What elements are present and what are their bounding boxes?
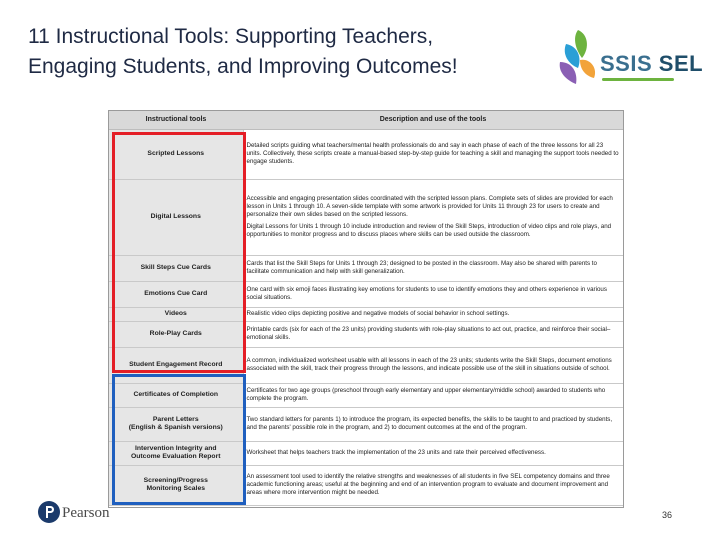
tool-intervention-integrity-line2: Outcome Evaluation Report bbox=[130, 453, 221, 460]
tool-screening-progress-line2: Monitoring Scales bbox=[146, 485, 206, 492]
table-row bbox=[109, 255, 623, 281]
pearson-logo bbox=[38, 501, 128, 525]
tool-certificates-of-completion: Certificates of Completion bbox=[109, 383, 243, 407]
tool-intervention-integrity bbox=[109, 441, 243, 465]
desc-digital-lessons bbox=[243, 179, 623, 255]
tool-videos: Videos bbox=[109, 307, 243, 321]
logo-word-ssis: SSIS bbox=[600, 51, 653, 76]
title-line-1: 11 Instructional Tools: Supporting Teachers, bbox=[28, 25, 434, 48]
desc-videos: Realistic video clips depicting positive and negative models of social behavior in school settings. bbox=[243, 307, 623, 321]
table-row bbox=[109, 407, 623, 441]
table-row bbox=[109, 179, 623, 255]
slide-title bbox=[28, 22, 568, 82]
table-row bbox=[109, 129, 623, 179]
tool-student-engagement-record: Student Engagement Record bbox=[109, 347, 243, 383]
tool-screening-progress bbox=[109, 465, 243, 505]
logo-petals-icon bbox=[558, 28, 602, 92]
tool-parent-letters-line1: Parent Letters bbox=[152, 415, 199, 423]
desc-screening-progress: An assessment tool used to identify the relative strengths and weaknesses of all students in five SEL competency domains and three academic functioning areas; useful at the beginning and end of an intervention program to evaluate and document improvement and areas where more intervention might be needed. bbox=[243, 465, 623, 505]
logo-underline bbox=[602, 78, 674, 81]
tool-digital-lessons: Digital Lessons bbox=[109, 179, 243, 255]
tool-skill-steps-cue-cards: Skill Steps Cue Cards bbox=[109, 255, 243, 281]
logo-wordmark bbox=[600, 51, 703, 77]
header-description: Description and use of the tools bbox=[243, 111, 623, 129]
tool-scripted-lessons: Scripted Lessons bbox=[109, 129, 243, 179]
logo-word-sel: SEL bbox=[658, 51, 704, 76]
title-line-2: Engaging Students, and Improving Outcomes! bbox=[28, 55, 458, 78]
tool-screening-progress-line1: Screening/Progress bbox=[143, 476, 208, 484]
pearson-p-icon bbox=[38, 501, 60, 523]
table-row bbox=[109, 441, 623, 465]
table-row bbox=[109, 281, 623, 307]
desc-scripted-lessons: Detailed scripts guiding what teachers/mental health professionals do and say in each phase of each of the three lessons for all 23 units. Collectively, these scripts create a manual-based step-by-step guide for teaching a skill and managing the support tools needed to engage students. bbox=[243, 129, 623, 179]
ssis-sel-logo bbox=[558, 28, 704, 92]
desc-certificates-of-completion: Certificates for two age groups (preschool through early elementary and upper elementary/middle school) awarded to students who complete the program. bbox=[243, 383, 623, 407]
desc-intervention-integrity: Worksheet that helps teachers track the implementation of the 23 units and rate their perceived effectiveness. bbox=[243, 441, 623, 465]
table-row bbox=[109, 321, 623, 347]
table-row bbox=[109, 383, 623, 407]
desc-digital-lessons-part2: Digital Lessons for Units 1 through 10 include introduction and review of the Skill Steps, introduction of video clips and role plays, and opportunities to monitor progress and to discuss places where skills can be used outside the classroom. bbox=[246, 222, 612, 238]
table-row bbox=[109, 347, 623, 383]
desc-emotions-cue-card: One card with six emoji faces illustrating key emotions for students to use to identify emotions they and others experience in various social situations. bbox=[243, 281, 623, 307]
table-row bbox=[109, 307, 623, 321]
pearson-wordmark: Pearson bbox=[62, 505, 110, 521]
desc-role-play-cards: Printable cards (six for each of the 23 units) providing students with role-play situations to act out, practice, and reinforce their social–emotional skills. bbox=[243, 321, 623, 347]
desc-parent-letters: Two standard letters for parents 1) to introduce the program, its expected benefits, the skills to be taught to and practiced by students, and the parents' possible role in the program, and 2) to document outcomes at the end of the program. bbox=[243, 407, 623, 441]
instructional-tools-table bbox=[108, 110, 624, 508]
desc-student-engagement-record: A common, individualized worksheet usable with all lessons in each of the 23 units; students write the Skill Steps, document emotions associated with the skill, track their progress through the lessons, and indicate possible use of the skill in situations outside of school. bbox=[243, 347, 623, 383]
tool-parent-letters bbox=[109, 407, 243, 441]
tool-emotions-cue-card: Emotions Cue Card bbox=[109, 281, 243, 307]
header-instructional-tools: Instructional tools bbox=[109, 111, 243, 129]
tool-role-play-cards: Role-Play Cards bbox=[109, 321, 243, 347]
desc-skill-steps-cue-cards: Cards that list the Skill Steps for Units 1 through 23; designed to be posted in the classroom. May also be shared with parents to facilitate communication and help with skill generalization. bbox=[243, 255, 623, 281]
desc-digital-lessons-part1: Accessible and engaging presentation slides coordinated with the scripted lesson plans. Complete sets of slides are provided for each lesson in Units 1 through 10. A seven-slide template with some artwork is provided for Units 11 through 23 for users to create and personalize their own slides based on the scripted lessons. bbox=[246, 194, 613, 219]
table-row bbox=[109, 465, 623, 505]
tool-intervention-integrity-line1: Intervention Integrity and bbox=[134, 444, 217, 452]
page-number: 36 bbox=[662, 510, 673, 520]
tool-parent-letters-line2: (English & Spanish versions) bbox=[128, 424, 223, 431]
